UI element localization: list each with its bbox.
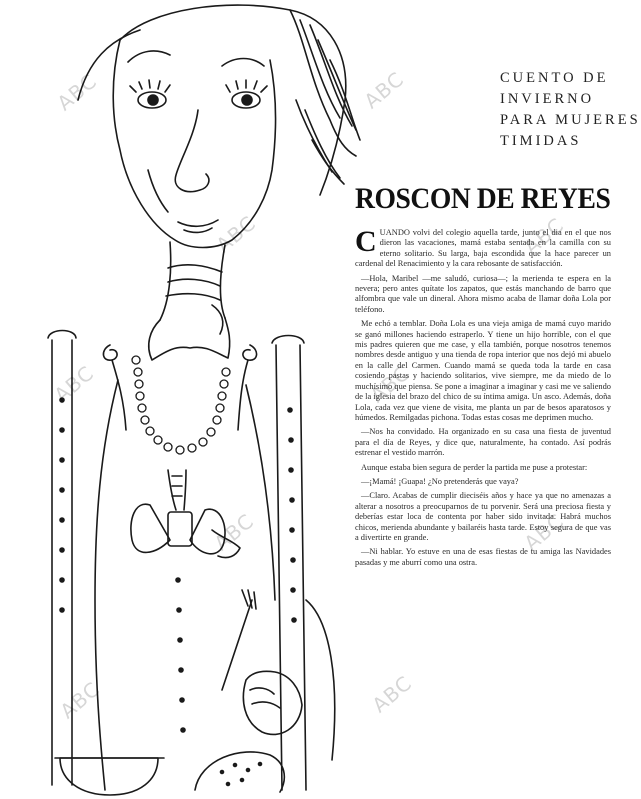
collar bbox=[149, 318, 230, 360]
right-eye bbox=[226, 80, 267, 108]
dress-buttons bbox=[176, 578, 185, 732]
roscon-drawing bbox=[195, 752, 284, 792]
paragraph: —¡Mamá! ¡Guapa! ¿No pretenderás que vaya? bbox=[361, 476, 519, 486]
paragraph: —Claro. Acabas de cumplir dieciséis años y hace ya que no amenazas a alterar a nosotros a preocuparnos de tu porvenir. Será una preciosa fiesta y deberías estar loca de contenta por haber sido invitada. Habrá muchos chicos, merienda abundante y bailaréis hasta tarde. Estoy segura de que vas a divertirte en grande. bbox=[355, 491, 611, 542]
chair-right-post bbox=[272, 336, 306, 791]
kicker-line: CUENTO DE bbox=[500, 70, 609, 86]
bow bbox=[131, 470, 225, 554]
nose bbox=[175, 110, 209, 192]
paragraph: —Ni hablar. Yo estuve en una de esas fiestas de tu amiga las Navidades pasadas y me aburrí como una ostra. bbox=[355, 547, 611, 567]
watermark: ABC bbox=[519, 508, 569, 556]
article-body bbox=[355, 225, 611, 572]
left-eyebrow bbox=[128, 51, 170, 62]
body-right bbox=[246, 385, 275, 600]
right-swirl bbox=[243, 345, 257, 360]
watermark: ABC bbox=[519, 212, 569, 260]
article-headline: ROSCON DE REYES bbox=[355, 182, 611, 215]
watermark: ABC bbox=[55, 676, 105, 724]
watermark: ABC bbox=[359, 66, 409, 114]
bead-necklace bbox=[132, 356, 230, 454]
hair-drawing bbox=[78, 5, 360, 195]
kicker-line: PARA MUJERES bbox=[500, 112, 641, 128]
hand-with-fork bbox=[222, 590, 302, 734]
paragraph: Me echó a temblar. Doña Lola es una vieja amiga de mamá cuyo marido se ganó millones haciendo estraperlo. Y tiene un hijo horrible, con el que mis padres quieren que me case, y ella también, porque nosotros tenemos nombres desde antiguo y una tienda de ropa interior que nos dejó mi abuelo en la calle del Carmen. Cuando mamá se queda toda la tarde en casa cosiendo pastas y haciendo solitarios, vive siempre, me da miedo de lo muchísimo que piensa. Se pone a imaginar a imaginar y casi me ve saliendo de la iglesia del brazo del chico de su íntima amiga. Un asco. Además, doña Lola, cada vez que viene de visita, me planta un par de besos aparatosos y húmedos. Remilgadas pichona. Todas estas cosas me deprimen mucho. bbox=[355, 319, 611, 422]
watermark: ABC bbox=[52, 68, 102, 116]
left-swirl bbox=[103, 345, 117, 360]
paragraph: —Hola, Maribel —me saludó, curiosa—; la merienda te espera en la nevera; pero antes quítate los zapatos, que estás manchando de barro que alfombra que vale un dineral. Ahora mismo acaba de llamar doña Lola por teléfono. bbox=[355, 273, 611, 314]
face-outline bbox=[113, 40, 275, 248]
watermark: ABC bbox=[365, 360, 415, 408]
mouth bbox=[178, 220, 218, 226]
kicker-line: INVIERNO bbox=[500, 91, 595, 107]
watermark: ABC bbox=[367, 670, 417, 718]
paragraph bbox=[355, 225, 611, 270]
left-eye bbox=[130, 80, 170, 108]
paragraph: —Nos ha convidado. Ha organizado en su casa una fiesta de juventud para el día de Reyes, y dice que, naturalmente, ha contado. Así podrás estrenar el vestido marrón. bbox=[355, 427, 611, 458]
watermark: ABC bbox=[49, 360, 99, 408]
section-kicker bbox=[500, 68, 641, 152]
body-left bbox=[95, 380, 118, 790]
watermark: ABC bbox=[211, 210, 261, 258]
right-eyebrow bbox=[222, 59, 264, 67]
drop-cap: C bbox=[355, 225, 377, 258]
kicker-line: TIMIDAS bbox=[500, 133, 582, 149]
watermark: ABC bbox=[209, 508, 259, 556]
neck-right bbox=[220, 245, 225, 318]
paragraph: Aunque estaba bien segura de perder la partida me puse a protestar: bbox=[361, 462, 588, 472]
paragraph-text: UANDO volvi del colegio aquella tarde, junto el dia en el que nos dieron las vacaciones, mamá estaba sentada en la camilla con su eterno solitario. Su larga, baja escondida que la hace parecer un cardenal del Renacimiento y la cara rebosante de satisfacción. bbox=[355, 228, 611, 269]
cup bbox=[60, 758, 158, 795]
